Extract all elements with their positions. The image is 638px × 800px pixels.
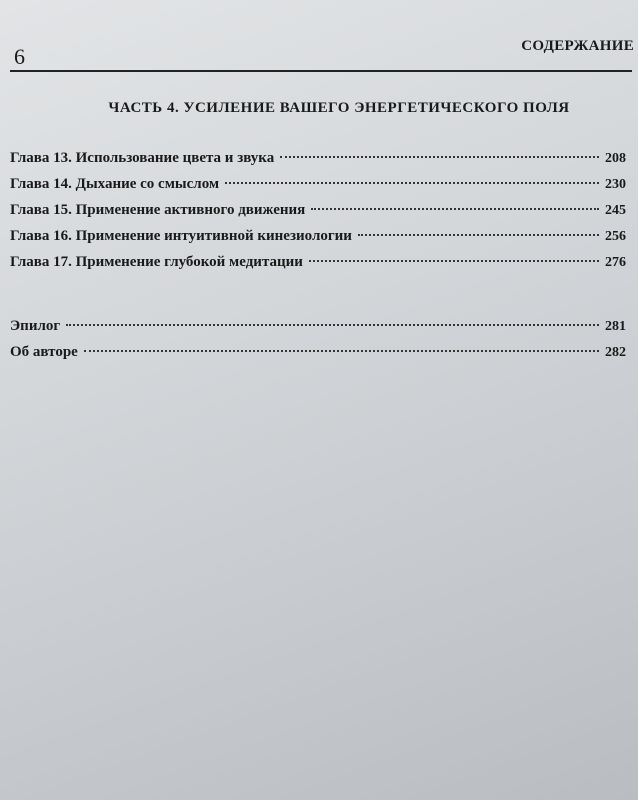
toc-leader-dots xyxy=(309,260,599,262)
toc-leader-dots xyxy=(66,324,599,326)
toc-leader-dots xyxy=(311,208,599,210)
toc-entry-label: Глава 14. Дыхание со смыслом xyxy=(10,176,220,192)
toc-entry-page: 276 xyxy=(605,255,626,270)
toc-entry-label: Глава 16. Применение интуитивной кинезиологии xyxy=(10,228,352,244)
toc-chapters xyxy=(10,150,626,280)
toc-entry-label: Эпилог xyxy=(10,318,61,334)
toc-entry-epilogue xyxy=(10,318,626,344)
toc-entry-page: 281 xyxy=(605,319,626,334)
toc-leader-dots xyxy=(280,156,599,158)
toc-entry-page: 256 xyxy=(605,229,626,244)
header-rule xyxy=(10,70,632,72)
running-title: СОДЕРЖАНИЕ xyxy=(521,38,634,54)
toc-entry-chapter-14 xyxy=(10,176,626,202)
toc-entry-about-author xyxy=(10,344,626,370)
page-number: 6 xyxy=(14,44,25,69)
toc-entry-chapter-17 xyxy=(10,254,626,280)
part-heading: ЧАСТЬ 4. УСИЛЕНИЕ ВАШЕГО ЭНЕРГЕТИЧЕСКОГО ПОЛЯ xyxy=(108,100,570,116)
toc-entry-page: 230 xyxy=(605,177,626,192)
toc-entry-page: 245 xyxy=(605,203,626,218)
toc-leader-dots xyxy=(358,234,599,236)
toc-entry-label: Глава 15. Применение активного движения xyxy=(10,202,306,218)
toc-back-matter xyxy=(10,318,626,370)
toc-entry-chapter-15 xyxy=(10,202,626,228)
toc-entry-page: 208 xyxy=(605,151,626,166)
toc-entry-chapter-16 xyxy=(10,228,626,254)
toc-leader-dots xyxy=(225,182,599,184)
toc-entry-label: Глава 13. Использование цвета и звука xyxy=(10,150,275,166)
toc-leader-dots xyxy=(84,350,599,352)
toc-entry-chapter-13 xyxy=(10,150,626,176)
toc-entry-label: Об авторе xyxy=(10,344,78,360)
toc-entry-page: 282 xyxy=(605,345,626,360)
toc-entry-label: Глава 17. Применение глубокой медитации xyxy=(10,254,303,270)
